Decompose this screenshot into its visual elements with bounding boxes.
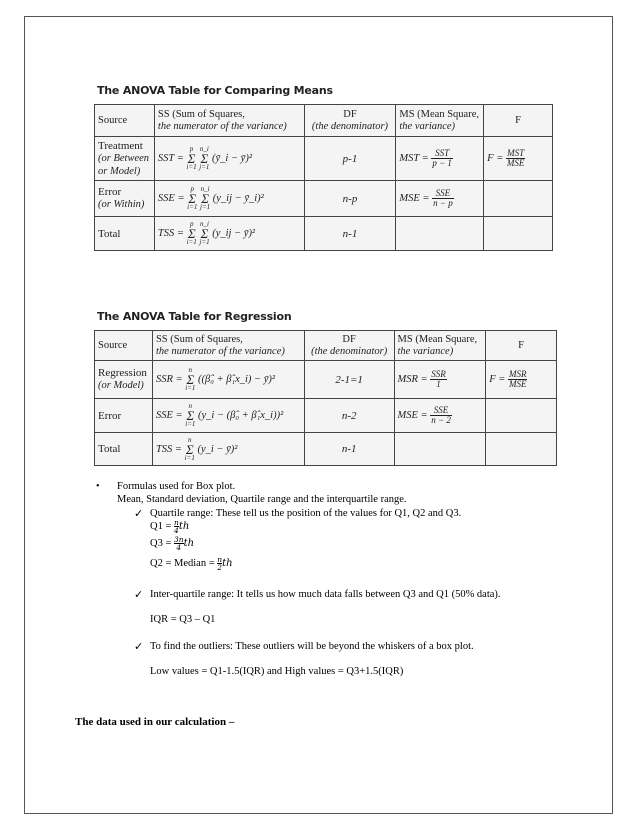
f-formula: F = $\frac{\text{MST}}{\text{MSE}}$ (484, 137, 553, 181)
ms-formula: MSR = $\frac{\text{SSR}}{1}$ (394, 361, 486, 399)
anova-means-table (94, 104, 553, 251)
df-value: n-2 (304, 399, 394, 433)
df-value: n-1 (304, 433, 394, 466)
quartile-intro: Quartile range: These tell us the position of the values for Q1, Q2 and Q3. (150, 508, 462, 519)
outlier-formula: Low values = Q1-1.5(IQR) and High values = Q3+1.5(IQR) (150, 666, 404, 677)
table-row (95, 137, 553, 181)
check-icon: ✓ (134, 641, 144, 653)
table-row (95, 181, 553, 217)
check-icon: ✓ (134, 508, 144, 520)
ms-formula: MSE = $\frac{\text{SSE}}{n - 2}$ (394, 399, 486, 433)
row-source: Error (95, 399, 153, 433)
ss-formula: TSS = p Σ i=1 n_i Σ j=1 (y_ij − ȳ)² (154, 217, 304, 251)
anova-means-title: The ANOVA Table for Comparing Means (97, 84, 333, 97)
row-source: Treatment (or Between or Model) (95, 137, 155, 181)
df-value: n-1 (304, 217, 396, 251)
header-ms: MS (Mean Square, the variance) (394, 331, 486, 361)
table-row (95, 361, 557, 399)
q3-formula: Q3 = $\frac{3n}{4}$ th (150, 535, 195, 552)
row-source: Total (95, 433, 153, 466)
bullet-dot: • (96, 481, 100, 492)
df-value: n-p (304, 181, 396, 217)
header-source: Source (95, 105, 155, 137)
ss-formula: TSS = n Σ i=1 (y_i − ȳ)² (152, 433, 304, 466)
outlier-intro: To find the outliers: These outliers will be beyond the whiskers of a box plot. (150, 641, 474, 652)
df-value: 2-1=1 (304, 361, 394, 399)
header-f: F (486, 331, 557, 361)
table-row (95, 433, 557, 466)
q2-formula: Q2 = Median = $\frac{n}{2}$ th (150, 555, 233, 572)
ss-formula: SST = p Σ i=1 n_i Σ j=1 (ȳ_i − ȳ)² (154, 137, 304, 181)
ms-formula: MSE = $\frac{\text{SSE}}{n - p}$ (396, 181, 484, 217)
iqr-formula: IQR = Q3 – Q1 (150, 614, 216, 625)
ss-formula: SSR = n Σ i=1 ((β̂₀ + β̂₁x_i) − ȳ)² (152, 361, 304, 399)
table-row (95, 399, 557, 433)
header-source: Source (95, 331, 153, 361)
iqr-intro: Inter-quartile range: It tells us how much data falls between Q3 and Q1 (50% data). (150, 589, 501, 600)
table-row (95, 217, 553, 251)
anova-regression-title: The ANOVA Table for Regression (97, 310, 292, 323)
header-ss: SS (Sum of Squares, the numerator of the variance) (154, 105, 304, 137)
check-icon: ✓ (134, 589, 144, 601)
header-f: F (484, 105, 553, 137)
f-formula: F = $\frac{\text{MSR}}{\text{MSE}}$ (486, 361, 557, 399)
anova-regression-table (94, 330, 557, 466)
q1-formula: Q1 = $\frac{n}{4}$ th (150, 518, 190, 535)
header-ss: SS (Sum of Squares, the numerator of the variance) (152, 331, 304, 361)
header-df: DF (the denominator) (304, 331, 394, 361)
ss-formula: SSE = n Σ i=1 (y_i − (β̂₀ + β̂₁x_i))² (152, 399, 304, 433)
ss-formula: SSE = p Σ i=1 n_i Σ j=1 (y_ij − ȳ_i)² (154, 181, 304, 217)
row-source: Total (95, 217, 155, 251)
ms-formula: MST = $\frac{\text{SST}}{p - 1}$ (396, 137, 484, 181)
header-ms: MS (Mean Square, the variance) (396, 105, 484, 137)
header-df: DF (the denominator) (304, 105, 396, 137)
box-plot-heading: Formulas used for Box plot. (117, 481, 236, 492)
row-source: Error (or Within) (95, 181, 155, 217)
df-value: p-1 (304, 137, 396, 181)
row-source: Regression (or Model) (95, 361, 153, 399)
box-plot-description: Mean, Standard deviation, Quartile range and the interquartile range. (117, 494, 407, 505)
data-heading: The data used in our calculation – (75, 716, 235, 728)
